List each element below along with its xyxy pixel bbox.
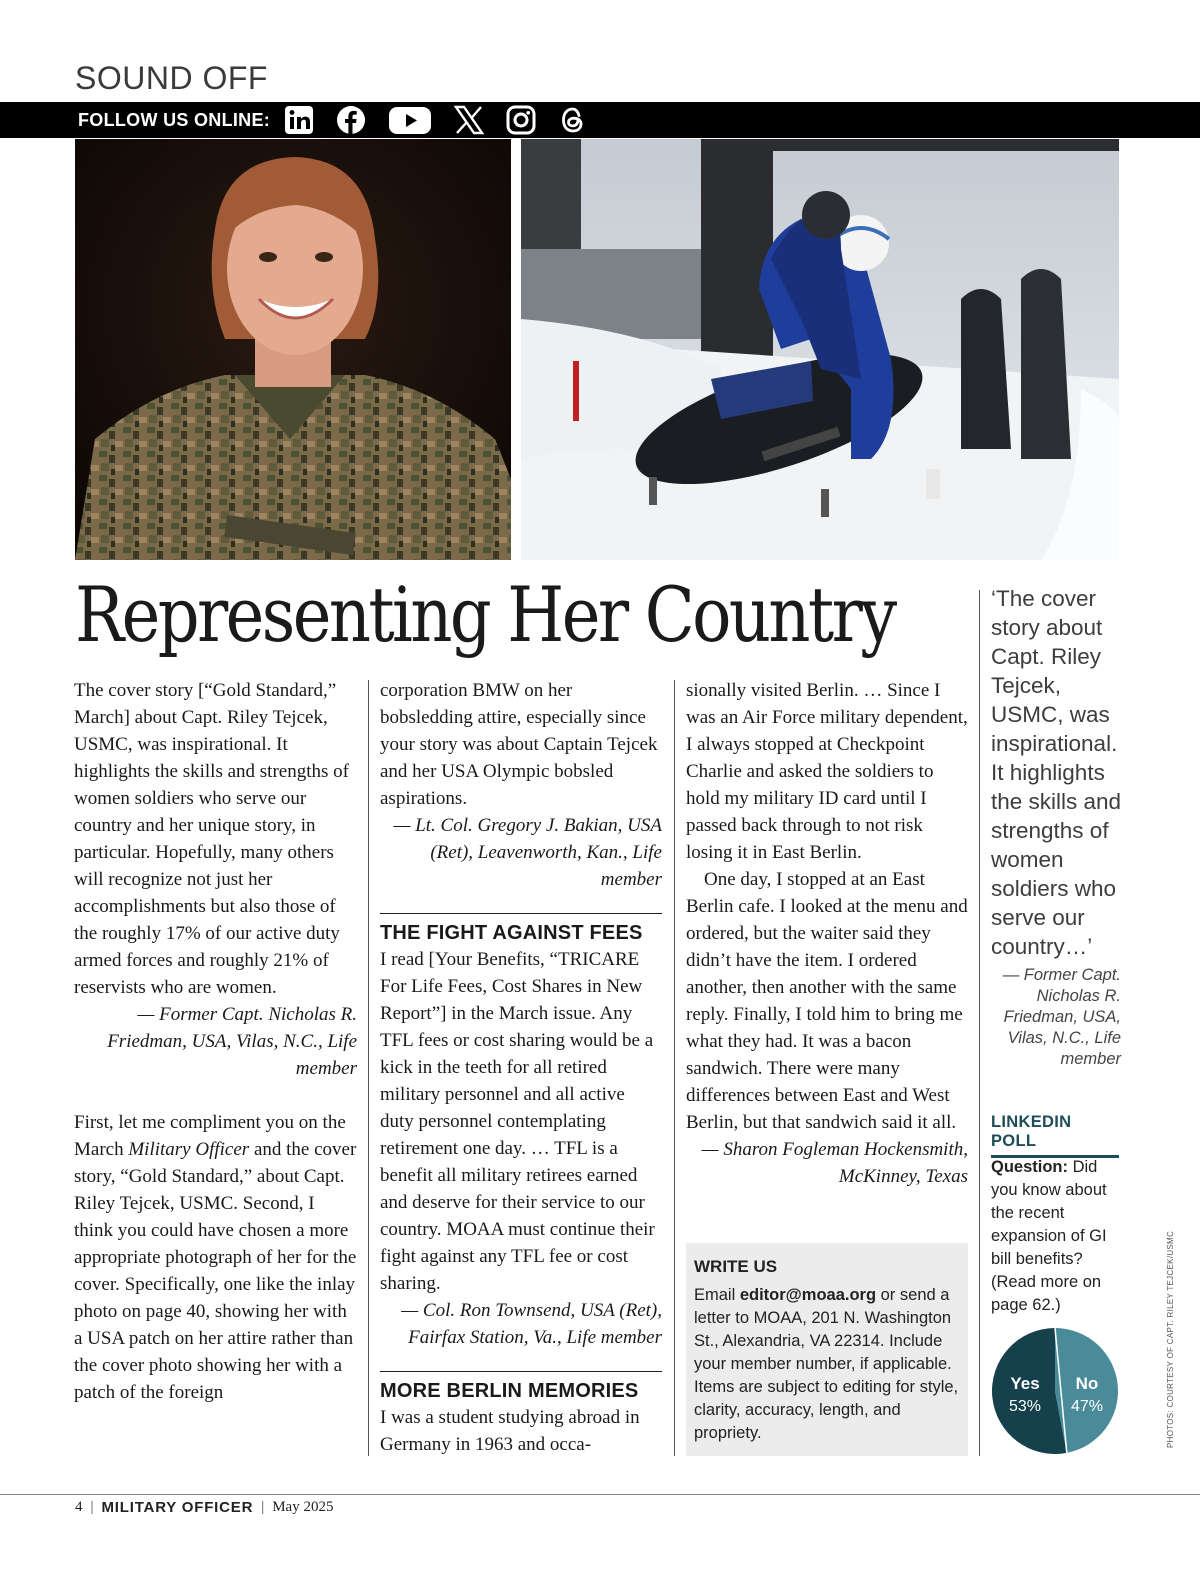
letter-1-body: The cover story [“Gold Standard,” March] about Capt. Riley Tejcek, USMC, was inspirational. It highlights the skills and strengths of women soldiers who serve our country and her unique story, in particular. Hopefully, many others will recognize not just her accomplishments but also those of the roughly 17% of our active duty armed forces and roughly 21% of reservists who are women. [74, 680, 349, 998]
letter-4-signature: — Sharon Fogleman Hockensmith, McKinney, Texas [701, 1139, 968, 1187]
follow-bar [0, 102, 1200, 138]
pie-label-no: No [1075, 1374, 1099, 1393]
headline: Representing Her Country [75, 570, 895, 659]
youtube-icon[interactable] [388, 105, 432, 135]
write-us-box [686, 1243, 968, 1456]
footer-rule [0, 1494, 1200, 1495]
heading-fight-against-fees: THE FIGHT AGAINST FEES [380, 913, 662, 946]
bobsled-photo [521, 139, 1119, 560]
pie-value-no: 47% [1070, 1398, 1104, 1415]
letter-3-body: I read [Your Benefits, “TRICARE For Life Fees, Cost Shares in New Report”] in the March issue. Any TFL fees or cost sharing would be a kick in the teeth for all retired military personnel and all active duty personnel contemplating retirement one day. … TFL is a benefit all military retirees earned and deserve for their service to our country. MOAA must continue their fight against any TFL fee or cost sharing. [380, 949, 655, 1294]
footer-separator: | [90, 1499, 94, 1515]
portrait-photo [75, 139, 511, 560]
heading-more-berlin-memories: MORE BERLIN MEMORIES [380, 1371, 662, 1404]
letter-2-signature: — Lt. Col. Gregory J. Bakian, USA (Ret), Leavenworth, Kan., Life member [393, 815, 662, 890]
instagram-icon[interactable] [506, 105, 536, 135]
letter-3-signature: — Col. Ron Townsend, USA (Ret), Fairfax Station, Va., Life member [401, 1300, 662, 1348]
editor-email-link[interactable]: editor@moaa.org [739, 1286, 877, 1304]
linkedin-icon[interactable] [284, 105, 314, 135]
poll-title: LINKEDIN POLL [991, 1113, 1119, 1158]
write-us-title: WRITE US [694, 1257, 778, 1276]
threads-icon[interactable] [558, 105, 588, 135]
photo-credit: PHOTOS: COURTESY OF CAPT. RILEY TEJCEK/USMC [1166, 1230, 1175, 1448]
issue-date: May 2025 [272, 1499, 334, 1515]
letter-4-body-start: I was a student studying abroad in Germany in 1963 and occa- [380, 1407, 640, 1455]
pull-quote-attribution: — Former Capt. Nicholas R. Friedman, USA, Vilas, N.C., Life member [1002, 966, 1121, 1068]
column-1 [74, 677, 357, 1406]
social-icons [284, 105, 588, 135]
write-us-text: Email editor@moaa.org or send a letter to MOAA, 201 N. Washington St., Alexandria, VA 22314. Include your member number, if applicable. Items are subject to editing for style, clarity, accuracy, length, and propriety. [694, 1286, 959, 1442]
poll-question: Question: Did you know about the recent expansion of GI bill benefits? (Read more on page 62.) [991, 1158, 1107, 1314]
letter-2-body-continued: corporation BMW on her bobsledding attire, especially since your story was about Captain Tejcek and her USA Olympic bobsled aspirations. [380, 680, 658, 809]
footer-separator: | [261, 1499, 265, 1515]
x-icon[interactable] [454, 105, 484, 135]
footer [75, 1499, 333, 1516]
pie-label-yes: Yes [1010, 1374, 1040, 1393]
column-2 [380, 677, 662, 1458]
letter-1-signature: — Former Capt. Nicholas R. Friedman, USA, Vilas, N.C., Life member [107, 1004, 357, 1079]
section-label: SOUND OFF [75, 60, 268, 96]
facebook-icon[interactable] [336, 105, 366, 135]
letter-4-body-paragraph-2: One day, I stopped at an East Berlin cafe. I looked at the menu and ordered, but the waiter said they didn’t have the item. I ordered another, then another with the same reply. Finally, I told him to bring me what they had. It was a bacon sandwich. There were many differences between East and West Berlin, but that sandwich said it all. [686, 869, 968, 1133]
column-divider-3 [979, 590, 980, 1456]
follow-label: FOLLOW US ONLINE: [78, 109, 271, 130]
letter-4-body-continued: sionally visited Berlin. … Since I was an Air Force military dependent, I always stopped at Checkpoint Charlie and asked the soldiers to hold my military ID card until I passed back through to not risk losing it in East Berlin. [686, 680, 968, 863]
column-divider-2 [674, 680, 675, 1456]
poll-pie-chart [991, 1327, 1119, 1455]
pie-value-yes: 53% [1008, 1398, 1042, 1415]
letter-2-body-start: First, let me compliment you on the March Military Officer and the cover story, “Gold Standard,” about Capt. Riley Tejcek, USMC. Second, I think you could have chosen a more appropriate photograph of her for the cover. Specifically, one like the inlay photo on page 40, showing her with a USA patch on her attire rather than the cover photo showing her with a patch of the foreign [74, 1112, 357, 1403]
column-3 [686, 677, 968, 1190]
publication-name: MILITARY OFFICER [101, 1499, 254, 1516]
pull-quote: ‘The cover story about Capt. Riley Tejcek, USMC, was inspirational. It highlights the skills and strengths of women soldiers who serve our country…’ [991, 586, 1122, 959]
page-number: 4 [75, 1499, 83, 1515]
column-divider-1 [368, 680, 369, 1456]
